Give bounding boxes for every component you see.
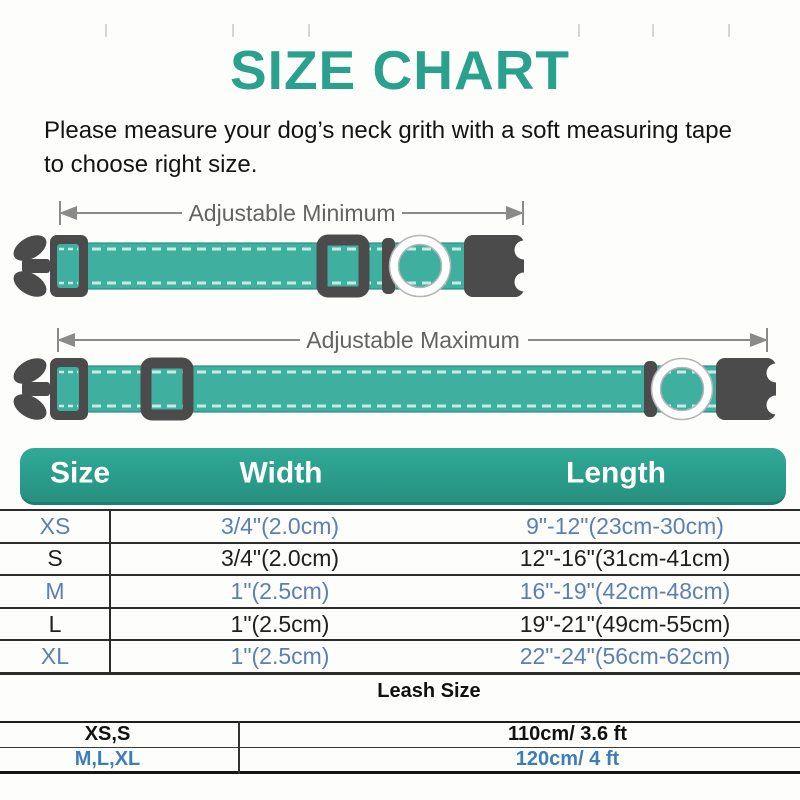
collar-diagram-minimum [0,193,560,308]
collar-diagram-maximum [0,318,800,438]
page-title: SIZE CHART [230,39,570,101]
arrowhead-right-icon [750,333,768,347]
size-table-header-bar [20,448,786,505]
length-cell: 22"-24"(56cm-62cm) [519,643,731,670]
width-cell: 3/4"(2.0cm) [220,545,340,572]
size-cell: XS [39,512,71,539]
header-length: Length [566,456,666,490]
size-row-l [0,609,800,642]
size-cell: L [48,610,62,637]
size-cell: M [45,577,65,604]
buckle-female-icon [464,235,534,297]
width-cell: 1"(2.5cm) [230,643,330,670]
length-cell: 12"-16"(31cm-41cm) [519,545,731,572]
size-cell: XL [40,643,70,670]
size-table-column-divider [109,509,111,675]
adjustable-maximum-label: Adjustable Maximum [306,327,520,353]
length-cell: 9"-12"(23cm-30cm) [526,512,724,539]
ruler-tick [308,24,310,37]
leash-length-cell: 110cm/ 3.6 ft [508,723,627,746]
leash-size-title: Leash Size [377,680,481,702]
size-table [0,509,800,675]
length-cell: 16"-19"(42cm-48cm) [519,577,731,604]
arrowhead-left-icon [57,333,75,347]
leash-size-cell: XS,S [84,723,131,746]
leash-row-m-l-xl [0,748,800,772]
adjustable-minimum-label: Adjustable Minimum [188,200,396,226]
size-row-s [0,544,800,577]
buckle-male-icon [9,230,88,302]
size-cell: S [47,545,63,572]
leash-table-column-divider [238,721,240,774]
ruler-tick [232,24,234,37]
width-cell: 3/4"(2.0cm) [220,512,340,539]
header-width: Width [239,456,323,490]
arrowhead-left-icon [59,206,77,220]
leash-table [0,721,800,774]
intro-line-2: to choose right size. [44,151,258,178]
ruler-tick [105,24,107,37]
size-row-xl [0,641,800,675]
ruler-tick [652,24,654,37]
arrowhead-right-icon [506,206,524,220]
length-cell: 19"-21"(49cm-55cm) [519,610,731,637]
buckle-male-icon [9,353,88,425]
buckle-female-icon [716,358,786,420]
leash-row-xs-s [0,723,800,748]
intro-text [44,114,784,182]
header-size: Size [49,456,111,490]
size-row-xs [0,511,800,544]
size-row-m [0,576,800,609]
leash-length-cell: 120cm/ 4 ft [515,747,620,770]
intro-line-1: Please measure your dog’s neck grith with a soft measuring tape [44,117,732,144]
width-cell: 1"(2.5cm) [230,610,330,637]
ruler-tick [578,24,580,37]
ruler-tick [728,24,730,37]
leash-size-cell: M,L,XL [74,747,141,770]
width-cell: 1"(2.5cm) [230,577,330,604]
